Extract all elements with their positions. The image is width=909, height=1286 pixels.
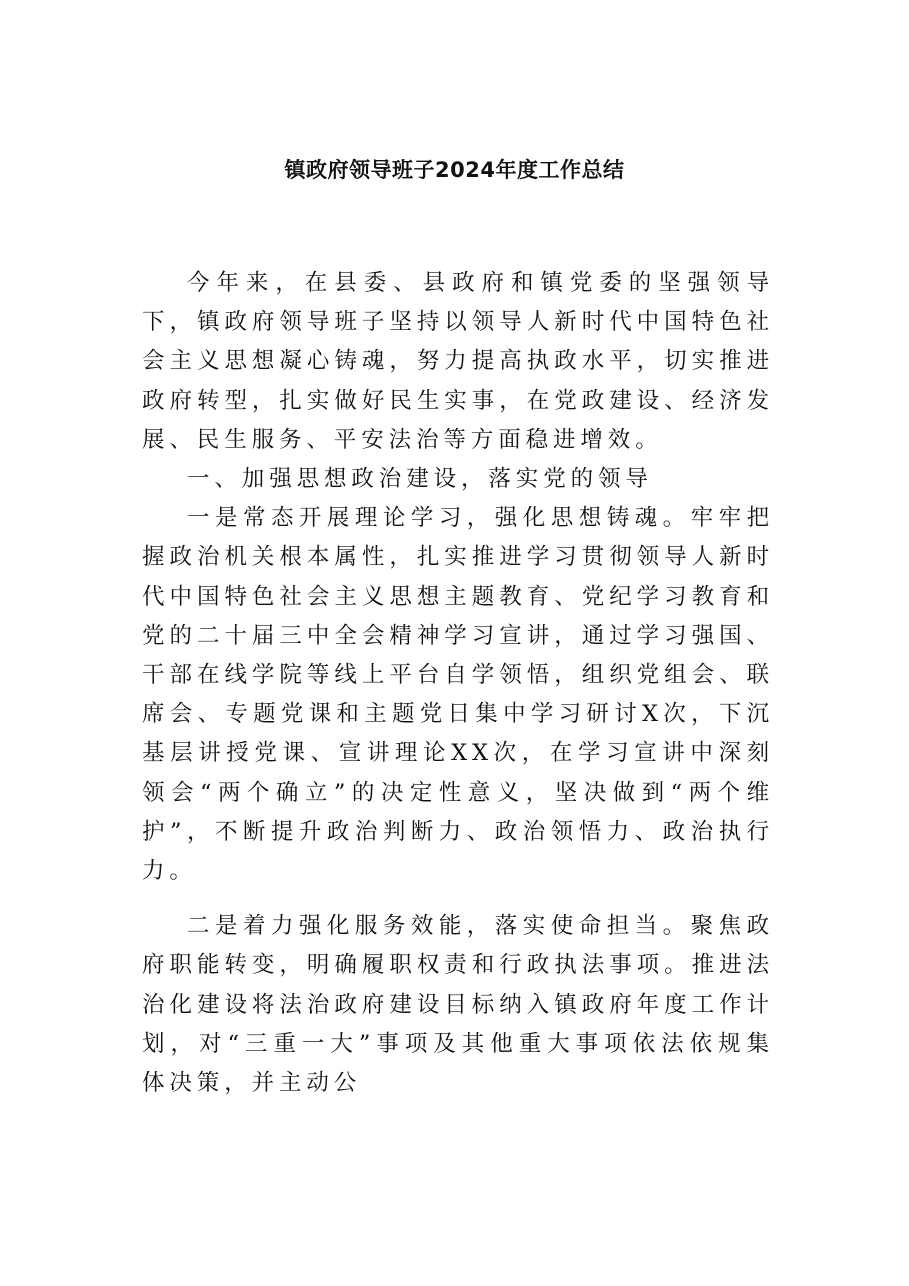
section-heading-1: 一、加强思想政治建设，落实党的领导 [187,466,653,493]
paragraph-service-efficiency: 二是着力强化服务效能，落实使命担当。聚焦政府职能转变，明确履职权责和行政执法事项。推进法治化建设将法治政府建设目标纳入镇政府年度工作计划，对“三重一大”事项及其他重大事项依法依规集体决策，并主动公 [142,913,774,1097]
document-title: 镇政府领导班子2024年度工作总结 [284,158,625,182]
paragraph-theory-study: 一是常态开展理论学习，强化思想铸魂。牢牢把握政治机关根本属性，扎实推进学习贯彻领导人新时代中国特色社会主义思想主题教育、党纪学习教育和党的二十届三中全会精神学习宣讲，通过学习强国、干部在线学院等线上平台自学领悟，组织党组会、联席会、专题党课和主题党日集中学习研讨X次，下沉基层讲授党课、宣讲理论XX次，在学习宣讲中深刻领会“两个确立”的决定性意义，坚决做到“两个维护”，不断提升政治判断力、政治领悟力、政治执行力。 [142,505,774,885]
document-body [142,264,774,1103]
intro-paragraph: 今年来，在县委、县政府和镇党委的坚强领导下，镇政府领导班子坚持以领导人新时代中国特色社会主义思想凝心铸魂，努力提高执政水平，切实推进政府转型，扎实做好民生实事，在党政建设、经济发展、民生服务、平安法治等方面稳进增效。 [142,270,774,453]
